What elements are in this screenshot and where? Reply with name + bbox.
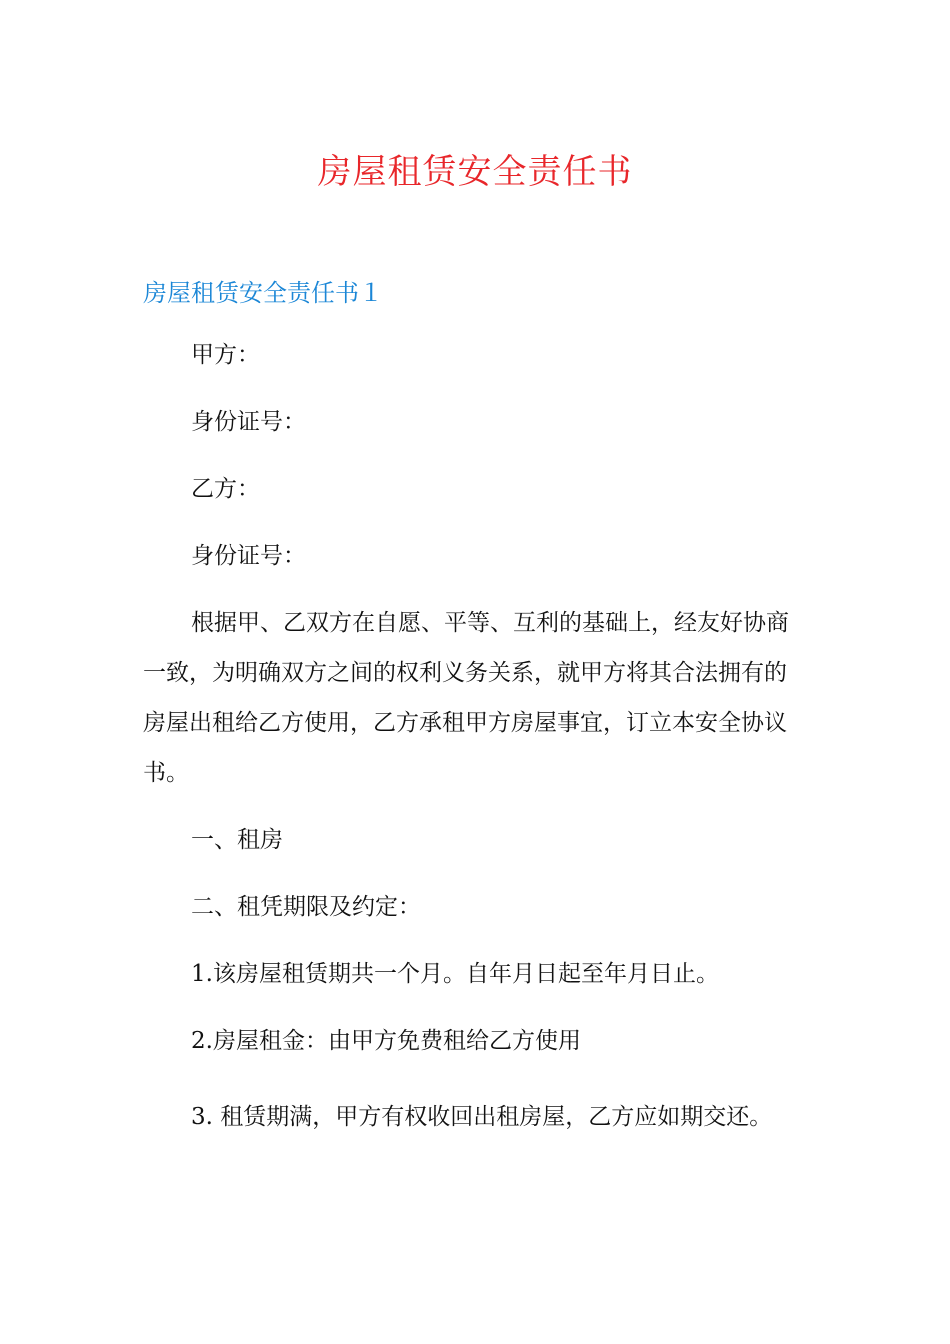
intro-paragraph-line: 书。 bbox=[143, 760, 189, 786]
clause-item: 3. 租赁期满，甲方有权收回出租房屋，乙方应如期交还。 bbox=[191, 1104, 773, 1130]
clause-heading: 一、租房 bbox=[191, 827, 283, 853]
party-a-field: 甲方： bbox=[191, 342, 260, 368]
clause-heading: 二、租凭期限及约定： bbox=[191, 894, 421, 920]
intro-paragraph-line: 房屋出租给乙方使用，乙方承租甲方房屋事宜，订立本安全协议 bbox=[143, 710, 787, 736]
section-heading: 房屋租赁安全责任书１ bbox=[143, 279, 383, 307]
party-a-id-field: 身份证号： bbox=[191, 409, 306, 435]
clause-item: 1.该房屋租赁期共一个月。自年月日起至年月日止。 bbox=[191, 961, 719, 987]
party-b-field: 乙方： bbox=[191, 476, 260, 502]
document-title: 房屋租赁安全责任书 bbox=[317, 152, 633, 192]
party-b-id-field: 身份证号： bbox=[191, 543, 306, 569]
intro-paragraph-line: 根据甲、乙双方在自愿、平等、互利的基础上，经友好协商 bbox=[191, 610, 789, 636]
clause-item: 2.房屋租金：由甲方免费租给乙方使用 bbox=[191, 1028, 581, 1054]
intro-paragraph-line: 一致，为明确双方之间的权利义务关系，就甲方将其合法拥有的 bbox=[143, 660, 787, 686]
